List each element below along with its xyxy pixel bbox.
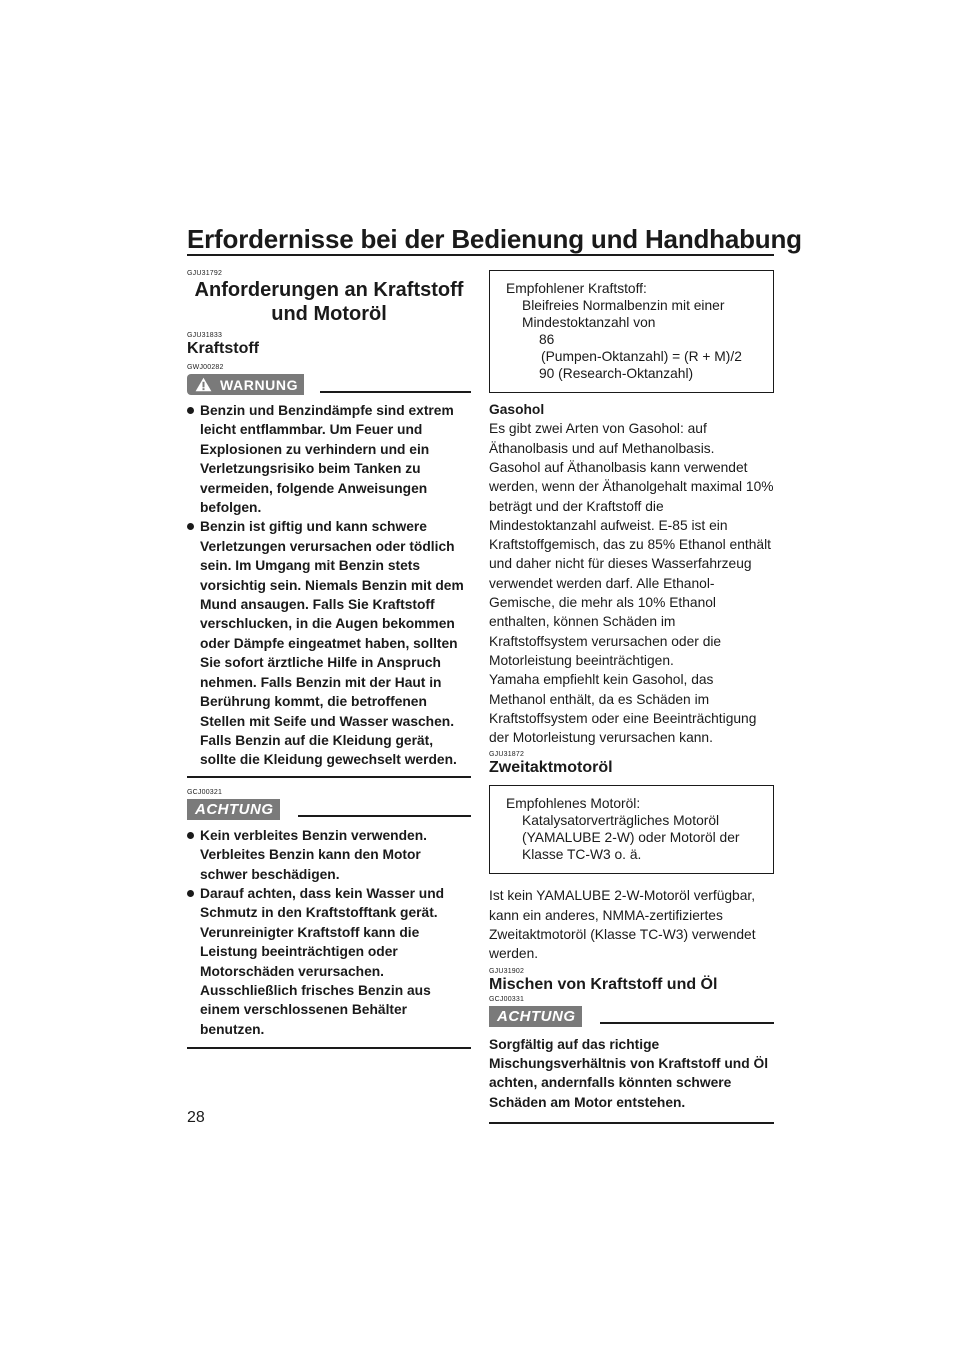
mix-code: GJU31902 — [489, 967, 525, 975]
mix-caution-code: GCJ00331 — [489, 995, 525, 1003]
fuel-heading: Kraftstoff — [187, 340, 259, 357]
recommended-oil-box — [489, 785, 774, 874]
fuel-box-title: Empfohlener Kraftstoff: — [506, 281, 647, 296]
warning-badge — [187, 374, 304, 395]
gasohol-paragraph-1: Es gibt zwei Arten von Gasohol: auf Äthanolbasis und auf Methanolbasis. — [489, 421, 715, 456]
warning-end-rule — [187, 776, 471, 778]
fuel-box-desc: Bleifreies Normalbenzin mit einer Mindestoktanzahl von — [522, 298, 725, 330]
warning-item: Benzin ist giftig und kann schwere Verletzungen verursachen oder tödlich sein. Im Umgang mit Benzin stets vorsichtig sein. Niemals Benzin mit dem Mund ansaugen. Falls Sie Kraftstoff verschlucken, in die Augen bekommen oder Dämpfe eingeatmet haben, sollten Sie sofort ärztliche Hilfe in Anspruch nehmen. Falls Benzin mit der Haut in Berührung kommt, die betroffenen Stellen mit Seife und Wasser waschen. Falls Benzin auf die Kleidung gerät, sollte die Kleidung gewechselt werden. — [187, 517, 471, 769]
section-code: GJU31792 — [187, 270, 223, 277]
gasohol-paragraph-2: Gasohol auf Äthanolbasis kann verwendet werden, wenn der Äthanolgehalt maximal 10% beträgt und der Kraftstoff die Mindestoktanzahl aufweist. E-85 ist ein Kraftstoffgemisch, das zu 85% Ethanol enthält und daher nicht für dieses Wasserfahrzeug verwendet werden darf. Alle Ethanol-Gemische, die mehr als 10% Ethanol enthalten, können Schäden im Kraftstoffsystem verursachen oder die Motorleistung beeinträchtigen. — [489, 460, 774, 668]
header-rule — [187, 254, 774, 256]
section-title-line-2: und Motoröl — [271, 303, 387, 325]
page-number: 28 — [187, 1109, 205, 1126]
warning-rule — [320, 391, 471, 393]
recommended-fuel-box — [489, 270, 774, 393]
bullet-icon — [187, 890, 194, 897]
caution-rule — [298, 815, 472, 817]
left-column — [187, 270, 471, 1049]
bullet-icon — [187, 832, 194, 839]
bullet-icon — [187, 523, 194, 530]
gasohol-paragraph-3: Yamaha empfiehlt kein Gasohol, das Methanol enthält, da es Schäden im Kraftstoffsystem oder eine Beeinträchtigung der Motorleistung verursachen kann. — [489, 672, 757, 746]
caution-list — [187, 826, 471, 1039]
caution-item: Darauf achten, dass kein Wasser und Schmutz in den Kraftstofftank gerät. Verunreinigter Kraftstoff kann die Leistung beeinträchtigen oder Motorschäden verursachen. Ausschließlich frisches Benzin aus einem verschlossenen Behälter benutzen. — [187, 884, 471, 1039]
page-header-title: Erfordernisse bei der Bedienung und Handhabung — [187, 224, 802, 254]
warning-triangle-icon — [195, 377, 212, 392]
warning-item: Benzin und Benzindämpfe sind extrem leicht entflammbar. Um Feuer und Explosionen zu verhindern und ein Verletzungsrisiko beim Tanken zu vermeiden, folgende Anweisungen befolgen. — [187, 401, 471, 517]
mix-heading: Mischen von Kraftstoff und Öl — [489, 975, 718, 993]
mix-caution-rule — [600, 1022, 775, 1024]
fuel-box-value-2: 90 (Research-Oktanzahl) — [539, 366, 694, 381]
section-title — [187, 278, 471, 326]
fuel-code: GJU31833 — [187, 332, 223, 339]
warning-list — [187, 401, 471, 770]
oil-box-title: Empfohlenes Motoröl: — [506, 796, 641, 812]
warning-code: GWJ00282 — [187, 364, 224, 371]
fuel-box-value-1: 86 — [539, 332, 555, 347]
warning-header — [187, 374, 471, 395]
mix-caution-header — [489, 1006, 774, 1027]
caution-code: GCJ00321 — [187, 788, 223, 796]
section-title-line-1: Anforderungen an Kraftstoff — [194, 279, 464, 301]
mix-caution-badge: ACHTUNG — [489, 1006, 582, 1027]
bullet-icon — [187, 407, 194, 414]
oil-heading: Zweitaktmotoröl — [489, 759, 613, 777]
mix-caution-text: Sorgfältig auf das richtige Mischungsverhältnis von Kraftstoff und Öl achten, andernfalls könnten schwere Schäden am Motor entstehen. — [489, 1036, 769, 1110]
gasohol-heading: Gasohol — [489, 402, 545, 417]
caution-header — [187, 799, 471, 820]
caution-item: Kein verbleites Benzin verwenden. Verbleites Benzin kann den Motor schwer beschädigen. — [187, 826, 471, 884]
oil-paragraph: Ist kein YAMALUBE 2-W-Motoröl verfügbar, kann ein anderes, NMMA-zertifiziertes Zweitaktmotoröl (Klasse TC-W3) verwendet werden. — [489, 888, 756, 962]
mix-caution-end-rule — [489, 1122, 774, 1124]
right-column — [489, 270, 774, 1124]
fuel-box-value-1-note: (Pumpen-Oktanzahl) = (R + M)/2 — [541, 349, 742, 364]
oil-box-desc: Katalysatorverträgliches Motoröl (YAMALUBE 2-W) oder Motoröl der Klasse TC-W3 o. ä. — [522, 813, 740, 863]
warning-label: WARNUNG — [220, 376, 299, 393]
oil-code: GJU31872 — [489, 751, 525, 759]
caution-badge: ACHTUNG — [187, 799, 280, 820]
caution-end-rule — [187, 1047, 471, 1049]
